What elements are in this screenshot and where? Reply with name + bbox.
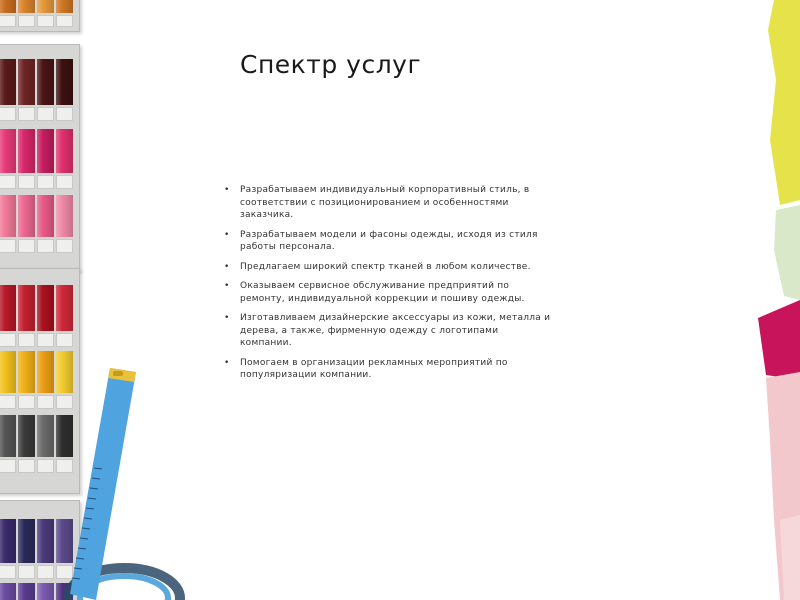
list-item-text: Разрабатываем модели и фасоны одежды, исходя из стиля работы персонала. <box>240 229 538 252</box>
thread-swatch <box>0 351 16 393</box>
thread-swatch <box>56 59 73 105</box>
fabric-swatches <box>740 0 800 600</box>
services-list <box>222 184 552 389</box>
thread-swatch <box>56 351 73 393</box>
thread-swatch <box>18 285 35 331</box>
thread-swatch <box>37 0 54 13</box>
bullet-icon: • <box>224 313 230 323</box>
thread-swatch <box>56 195 73 237</box>
thread-swatch <box>37 351 54 393</box>
swatch-strip <box>0 415 73 457</box>
list-item-text: Разрабатываем индивидуальный корпоративный стиль, в соответствии с позиционированием и особенностями заказчика. <box>240 185 530 220</box>
thread-swatch <box>37 285 54 331</box>
thread-swatch <box>18 0 35 13</box>
thread-swatch <box>18 583 35 600</box>
list-item <box>222 229 552 254</box>
list-item <box>222 280 552 305</box>
thread-swatch <box>56 129 73 173</box>
swatch-strip <box>0 129 73 173</box>
thread-swatch <box>37 129 54 173</box>
swatch-strip <box>0 519 73 563</box>
thread-swatch <box>0 195 16 237</box>
thread-swatch <box>37 415 54 457</box>
thread-swatch <box>0 0 16 13</box>
list-item-text: Оказываем сервисное обслуживание предприятий по ремонту, индивидуальной коррекции и пошиву одежды. <box>240 281 525 304</box>
thread-swatch <box>37 195 54 237</box>
bullet-icon: • <box>224 185 230 195</box>
thread-swatch <box>56 285 73 331</box>
swatch-card <box>0 500 80 600</box>
swatch-strip <box>0 0 73 13</box>
swatch-strip <box>0 59 73 105</box>
thread-swatch <box>18 415 35 457</box>
bullet-icon: • <box>224 281 230 291</box>
thread-swatch <box>0 519 16 563</box>
thread-swatch <box>18 351 35 393</box>
thread-swatch <box>37 583 54 600</box>
list-item-text: Изготавливаем дизайнерские аксессуары из кожи, металла и дерева, а также, фирменную одежду с логотипами компании. <box>240 313 551 348</box>
thread-swatch <box>0 583 16 600</box>
swatch-strip <box>0 351 73 393</box>
bullet-icon: • <box>224 357 230 368</box>
slide-title: Спектр услуг <box>240 50 422 79</box>
thread-swatch <box>56 0 73 13</box>
thread-swatch <box>0 59 16 105</box>
tape-measure-decoration <box>64 368 664 600</box>
thread-swatch <box>0 129 16 173</box>
thread-swatch <box>18 59 35 105</box>
thread-swatch <box>0 415 16 457</box>
thread-swatch <box>18 195 35 237</box>
list-item <box>222 312 552 350</box>
list-item-text: Предлагаем широкий спектр тканей в любом количестве. <box>240 261 531 272</box>
swatch-strip <box>0 285 73 331</box>
list-item <box>222 357 552 382</box>
thread-swatch <box>56 415 73 457</box>
list-item <box>222 184 552 222</box>
swatch-strip <box>0 583 73 600</box>
thread-swatch <box>18 129 35 173</box>
thread-swatch <box>37 59 54 105</box>
thread-swatch <box>37 519 54 563</box>
swatch-card <box>0 44 80 271</box>
swatch-strip <box>0 195 73 237</box>
swatch-card <box>0 268 80 494</box>
list-item <box>222 261 552 274</box>
bullet-icon: • <box>224 229 230 240</box>
thread-swatch <box>56 583 73 600</box>
thread-swatch <box>0 285 16 331</box>
thread-swatch <box>18 519 35 563</box>
thread-swatch <box>56 519 73 563</box>
list-item-text: Помогаем в организации рекламных мероприятий по популяризации компании. <box>240 357 508 380</box>
bullet-icon: • <box>224 261 230 272</box>
swatch-card <box>0 0 80 32</box>
